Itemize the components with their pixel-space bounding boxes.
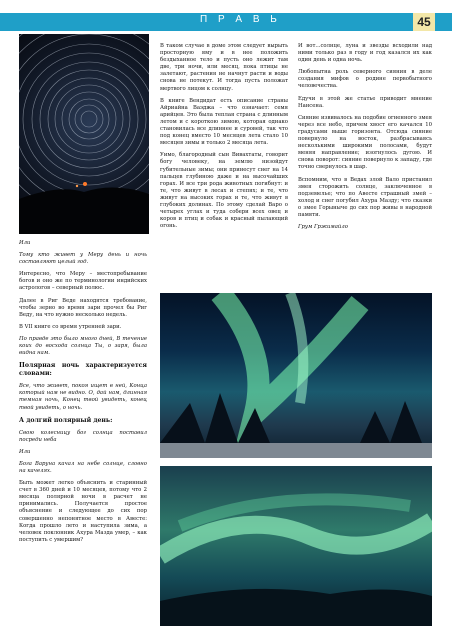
poem-quote: Бога Варуна качал на небе солнце, словно на качелях.: [19, 460, 147, 474]
poem-quote: По правде это было много дней, В течение коих до восхода солнца Ты, о заря, была видна нам.: [19, 335, 147, 357]
paragraph: Любопытна роль северного сияния в деле создания мифов о родине первобытного человечества.: [298, 69, 432, 90]
paragraph: В VII книге со время утренней зари.: [19, 323, 122, 330]
text-column-3: [298, 43, 432, 236]
paragraph: Тому кто живет у Меру день и ночь составляют целый год.: [19, 252, 147, 266]
paragraph: В таком случае в доме этом следует вырыть просторную яму и в нее положить бездыханное тело и пусть оно лежит там две, три ночи, или месяц, пока птицы не залетают, растения не начнут расти и воды снова не потекут. И тогда пусть положат мертвого лицом к солнцу.: [160, 43, 288, 92]
star-trails-photo: [19, 34, 149, 234]
paragraph: Едучи в этой же статье приводит мнение Нансена.: [298, 95, 432, 109]
aurora-trees-photo: [160, 293, 432, 458]
paragraph: Быть может легко объяснить и старинный счет в 360 дней и 10 месяцев, потому что 2 месяца полярной ночи в расчет не принимались. Получается простое объяснение и следующее до сих пор совершенно непонятное место в Авесте: Когда прошло лето и наступила зима, а человек поклонник Ахура Мазда умер, – как поступить с умершим?: [19, 480, 147, 543]
text-column-2: [160, 43, 288, 235]
paragraph: Уимо, благородный сын Вивахтаты, говорит богу человеку, на землю низойдут губительные зимы; они принесут снег на 14 пальцев глубиною даже и на высочайших горах. И все три рода животных погибнут: и те, что живут в лесах и степях; и те, что живут на высоких горах и те, что живут в глубоких долинах. По этому сделай Варо о четырех углах и туда собери всех овец и коров и птиц и собак и красный пылающий огонь.: [160, 152, 288, 230]
paragraph: Или: [19, 448, 31, 455]
paragraph: Или: [19, 240, 31, 246]
poem-quote: Свою колесницу бог солнца поставил посреди неба: [19, 429, 147, 443]
poem-quote: Все, что живет, покоя ищет в ней, Конца который нам не видно. О, дай нам, длинная темная ночь, Конец твой увидеть, конец твой увидеть, о ночь.: [19, 383, 147, 411]
paragraph: Вспомним, что в Ведах злой Вало пристанил змея сторожить солнце, заключенное в подземелье; что по Авесте страшный змей – холод и снег погубил Ахура Мазду; что сказки о змее Горыныче до сих пор живы в народной памяти.: [298, 176, 432, 218]
section-title: П Р А В Ь: [200, 14, 281, 25]
paragraph: Интересно, что Меру – местопребывание богов и оно же по терминологии индийских астрологов – северный полюс.: [19, 271, 147, 292]
subheading: Полярная ночь характеризуется словами:: [19, 362, 147, 378]
paragraph: Далее в Риг Веде находятся требование, чтобы зерно во время зари прочел бы Риг Веду, на что нужно несколько недель.: [19, 297, 147, 318]
text-column-1: [19, 240, 147, 549]
paragraph: Сияние извивалось на подобие огненного змея через все небо, причем хвост его качался 10 градусами выше горизонта. Отсюда сияние повернуло на восток, разбрасываясь несколькими широкими полосами, будут меняя направление; изогнулось дугою. И снова поворот: сияние повернуло к западу, где точно свернулось в шар.: [298, 114, 432, 171]
author-signature: Грум Гржимайло: [298, 224, 348, 231]
subheading: А долгий полярный день:: [19, 416, 113, 424]
page-number-badge: 45: [413, 13, 435, 31]
paragraph: В книге Вендидат есть описание страны Айриайна Ваэджа – что означает: семя арийцев. Это была теплая страна с длинным летом и с короткою зимою, которая однако становилась все длиннее и суровей, так что под конец вместо 10 месяцев лета стало 10 месяцев зимы и только 2 месяца лета.: [160, 97, 288, 147]
paragraph: И вот...солнце, луна и звезды всходили над ними только раз в году и год казался их как один день и одна ночь.: [298, 43, 432, 64]
aurora-hills-photo: [160, 466, 432, 626]
